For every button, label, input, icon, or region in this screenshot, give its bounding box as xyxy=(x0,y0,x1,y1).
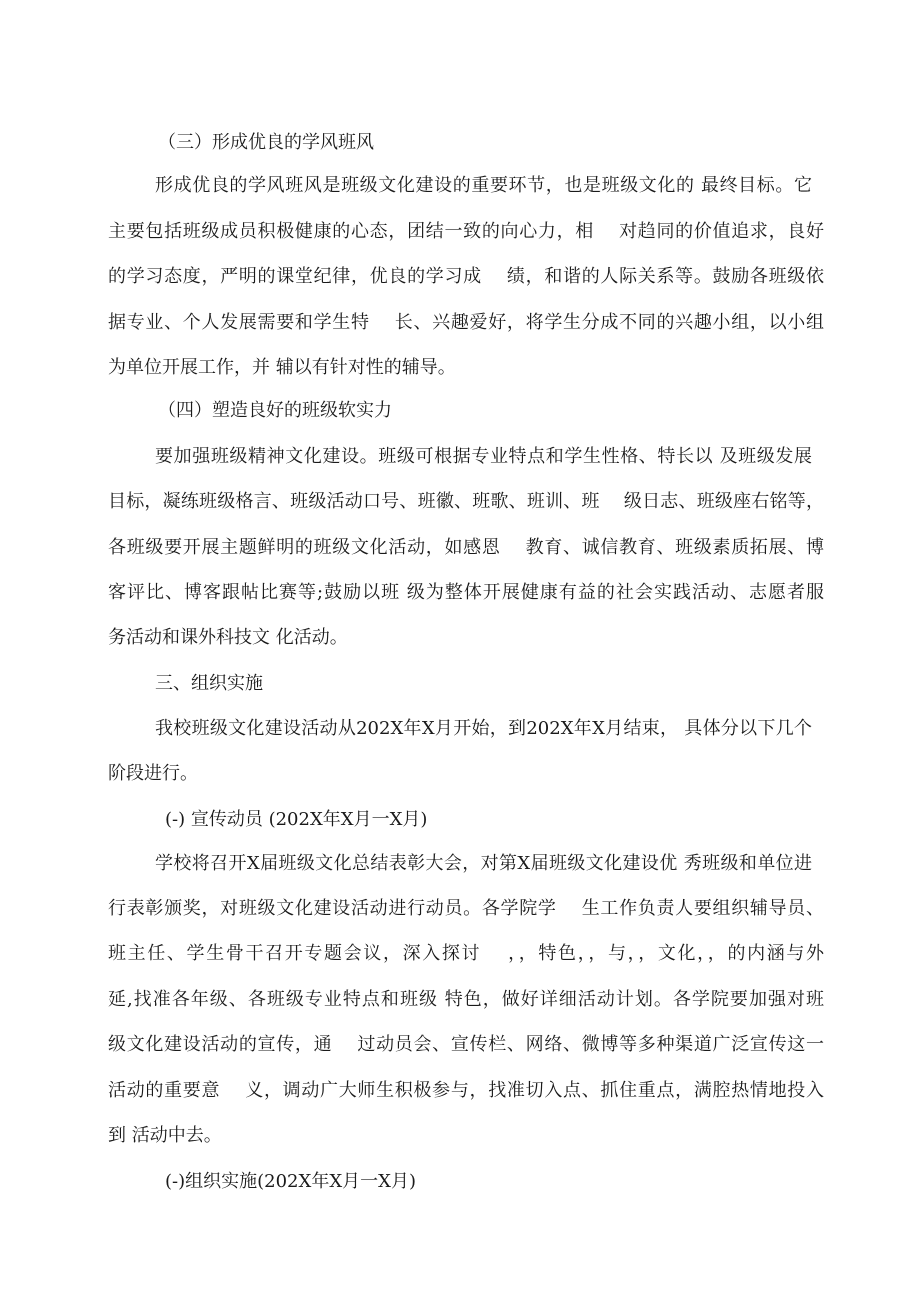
phase-heading-implementation: (-)组织实施(202X年X月一X月) xyxy=(165,1171,416,1192)
paragraph-line: 学校将召开X届班级文化总结表彰大会，对第X届班级文化建设优 秀班级和单位进 xyxy=(155,853,812,874)
paragraph-line: 为单位开展工作，并 辅以有针对性的辅导。 xyxy=(108,357,456,378)
paragraph-line: 班主任、学生骨干召开专题会议，深入探讨 ，，特色，，与，，文化，，的内涵与外 xyxy=(108,943,824,964)
paragraph-line: 的学习态度，严明的课堂纪律，优良的学习成 绩，和谐的人际关系等。鼓励各班级依 xyxy=(108,266,824,287)
paragraph-line: 客评比、博客跟帖比赛等;鼓励以班 级为整体开展健康有益的社会实践活动、志愿者服 xyxy=(108,582,824,603)
paragraph-line: 据专业、个人发展需要和学生特 长、兴趣爱好，将学生分成不同的兴趣小组，以小组 xyxy=(108,312,824,333)
paragraph-line: 主要包括班级成员积极健康的心态，团结一致的向心力，相 对趋同的价值追求，良好 xyxy=(108,221,824,242)
paragraph-line: 务活动和课外科技文 化活动。 xyxy=(108,627,348,648)
paragraph-line: 级文化建设活动的宣传，通 过动员会、宣传栏、网络、微博等多种渠道广泛宣传这一 xyxy=(108,1034,824,1055)
paragraph-line: 到 活动中去。 xyxy=(108,1125,222,1146)
paragraph-line: 形成优良的学风班风是班级文化建设的重要环节，也是班级文化的 最终目标。它 xyxy=(155,175,812,196)
section-heading-4: （四）塑造良好的班级软实力 xyxy=(158,400,392,421)
paragraph-line: 延,找准各年级、各班级专业特点和班级 特色，做好详细活动计划。各学院要加强对班 xyxy=(108,989,824,1010)
paragraph-line: 各班级要开展主题鲜明的班级文化活动，如感恩 教育、诚信教育、班级素质拓展、博 xyxy=(108,537,824,558)
paragraph-line: 行表彰颁奖，对班级文化建设活动进行动员。各学院学 生工作负责人要组织辅导员、 xyxy=(108,898,824,919)
section-heading-implementation: 三、组织实施 xyxy=(155,673,263,694)
paragraph-line: 阶段进行。 xyxy=(108,763,198,784)
paragraph-line: 我校班级文化建设活动从202X年X月开始，到202X年X月结束， 具体分以下几个 xyxy=(155,718,812,739)
paragraph-line: 活动的重要意 义，调动广大师生积极参与，找准切入点、抓住重点，满腔热情地投入 xyxy=(108,1080,824,1101)
section-heading-3: （三）形成优良的学风班风 xyxy=(158,132,374,153)
phase-heading-publicity: (-) 宣传动员 (202X年X月一X月) xyxy=(165,809,428,830)
paragraph-line: 目标，凝练班级格言、班级活动口号、班徽、班歌、班训、班 级日志、班级座右铭等， xyxy=(108,491,824,512)
paragraph-line: 要加强班级精神文化建设。班级可根据专业特点和学生性格、特长以 及班级发展 xyxy=(155,446,812,467)
